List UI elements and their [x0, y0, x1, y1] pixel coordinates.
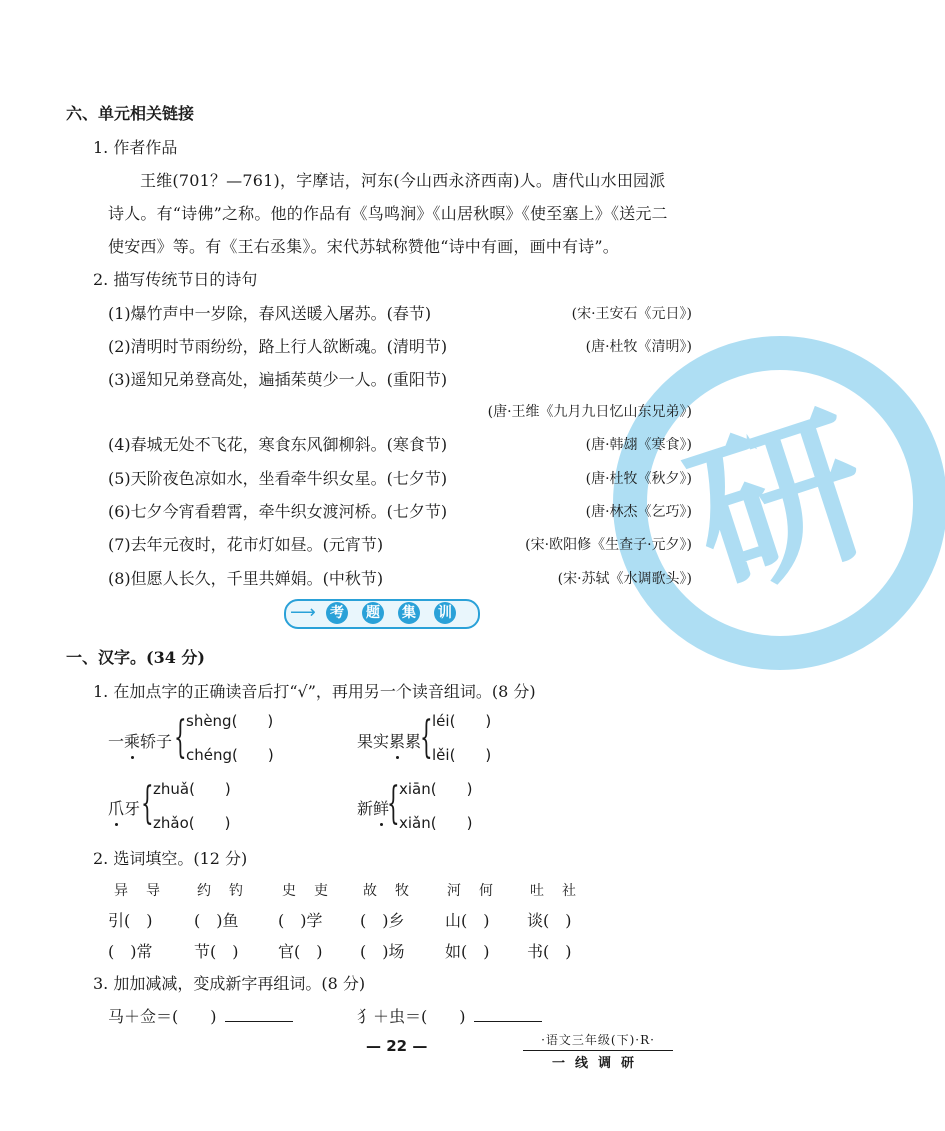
answer-line — [474, 1007, 542, 1022]
stamp-char: 研 — [669, 384, 893, 626]
dotted-char: 累 — [389, 729, 405, 752]
word-pair: 史 吏 — [282, 883, 330, 899]
dotted-char: 鲜 — [373, 796, 389, 819]
fill-blank[interactable]: 谈( ) — [527, 911, 572, 930]
poem-source: (唐·韩翃《寒食》) — [585, 437, 692, 453]
phrase: 新鲜 — [357, 796, 389, 819]
poem-line: (6)七夕今宵看碧霄，牵牛织女渡河桥。(七夕节) — [108, 502, 448, 521]
brace: { — [141, 778, 154, 829]
dotted-char: 乘 — [124, 729, 140, 752]
banner-char: 训 — [434, 602, 456, 624]
fill-blank[interactable]: 节( ) — [194, 942, 239, 961]
poem-source: (宋·苏轼《水调歌头》) — [557, 571, 692, 587]
fill-blank[interactable]: ( )学 — [278, 911, 323, 930]
poem-line: (4)春城无处不飞花，寒食东风御柳斜。(寒食节) — [108, 435, 448, 454]
fill-blank[interactable]: 山( ) — [445, 911, 490, 930]
word-pair: 吐 社 — [530, 883, 578, 899]
banner-char: 集 — [398, 602, 420, 624]
bio-line: 使安西》等。有《王右丞集》。宋代苏轼称赞他“诗中有画，画中有诗”。 — [108, 237, 619, 256]
poem-source: (唐·杜牧《清明》) — [585, 339, 692, 355]
poem-line: (1)爆竹声中一岁除，春风送暖入屠苏。(春节) — [108, 304, 432, 323]
phrase: 爪牙 — [108, 796, 140, 819]
fill-blank[interactable]: ( )乡 — [360, 911, 405, 930]
question-title: 3. 加加减减，变成新字再组词。(8 分) — [93, 974, 366, 993]
question-title: 1. 在加点字的正确读音后打“√”，再用另一个读音组词。(8 分) — [93, 682, 536, 701]
arrow-icon: ⟶ — [290, 602, 316, 623]
poem-line: (3)遥知兄弟登高处，遍插茱萸少一人。(重阳节) — [108, 370, 448, 389]
reading-option[interactable]: zhǎo( ) — [153, 814, 231, 832]
reading-option[interactable]: xiān( ) — [399, 780, 473, 798]
brace: { — [420, 712, 433, 763]
phrase: 一乘轿子 — [108, 729, 172, 752]
poem-line: (2)清明时节雨纷纷，路上行人欲断魂。(清明节) — [108, 337, 448, 356]
brace: { — [387, 778, 400, 829]
fill-blank[interactable]: 官( ) — [278, 942, 323, 961]
reading-option[interactable]: zhuǎ( ) — [153, 780, 231, 798]
fill-blank[interactable]: 书( ) — [527, 942, 572, 961]
poem-source: (宋·欧阳修《生查子·元夕》) — [525, 537, 692, 553]
fill-blank[interactable]: ( )场 — [360, 942, 405, 961]
poem-source: (唐·王维《九月九日忆山东兄弟》) — [487, 404, 692, 420]
part-heading: 一、汉字。(34 分) — [66, 648, 205, 667]
poem-line: (8)但愿人长久，千里共婵娟。(中秋节) — [108, 569, 384, 588]
poem-source: (唐·林杰《乞巧》) — [585, 504, 692, 520]
fill-blank[interactable]: 如( ) — [445, 942, 490, 961]
section-heading: 六、单元相关链接 — [66, 104, 195, 123]
brand-name: 一线调研 — [551, 1056, 644, 1071]
book-title: ·语文三年级(下)·R· — [523, 1031, 673, 1051]
poem-source: (唐·杜牧《秋夕》) — [585, 471, 692, 487]
fill-blank[interactable]: 引( ) — [108, 911, 153, 930]
bio-line: 诗人。有“诗佛”之称。他的作品有《鸟鸣涧》《山居秋暝》《使至塞上》《送元二 — [108, 204, 668, 223]
answer-line — [225, 1007, 293, 1022]
question-title: 2. 选词填空。(12 分) — [93, 849, 248, 868]
exercise-banner — [284, 599, 480, 629]
word-pair: 约 钓 — [197, 883, 245, 899]
page-number: — 22 — — [366, 1037, 428, 1055]
reading-option[interactable]: xiǎn( ) — [399, 814, 473, 832]
bio-line: 王维(701？—761)，字摩诘，河东(今山西永济西南)人。唐代山水田园派 — [140, 171, 666, 190]
word-pair: 河 何 — [447, 883, 495, 899]
poem-line: (5)天阶夜色凉如水，坐看牵牛织女星。(七夕节) — [108, 469, 448, 488]
poem-line: (7)去年元夜时，花市灯如昼。(元宵节) — [108, 535, 384, 554]
phrase: 果实累累 — [357, 729, 421, 752]
dotted-char: 爪 — [108, 796, 124, 819]
reading-option[interactable]: chéng( ) — [186, 746, 274, 764]
char-equation[interactable]: 犭＋虫＝( ) — [357, 1004, 542, 1027]
fill-blank[interactable]: ( )常 — [108, 942, 153, 961]
subheading-author-works: 1. 作者作品 — [93, 138, 178, 157]
poem-source: (宋·王安石《元日》) — [571, 306, 692, 322]
fill-blank[interactable]: ( )鱼 — [194, 911, 239, 930]
word-pair: 故 牧 — [363, 883, 411, 899]
reading-option[interactable]: shèng( ) — [186, 712, 274, 730]
reading-option[interactable]: léi( ) — [432, 712, 492, 730]
subheading-festival-poems: 2. 描写传统节日的诗句 — [93, 270, 258, 289]
reading-option[interactable]: lěi( ) — [432, 746, 492, 764]
banner-char: 考 — [326, 602, 348, 624]
footer-book-info — [523, 1031, 673, 1071]
word-pair: 异 导 — [114, 883, 162, 899]
brace: { — [174, 712, 187, 763]
banner-char: 题 — [362, 602, 384, 624]
char-equation[interactable]: 马＋佥＝( ) — [108, 1004, 293, 1027]
